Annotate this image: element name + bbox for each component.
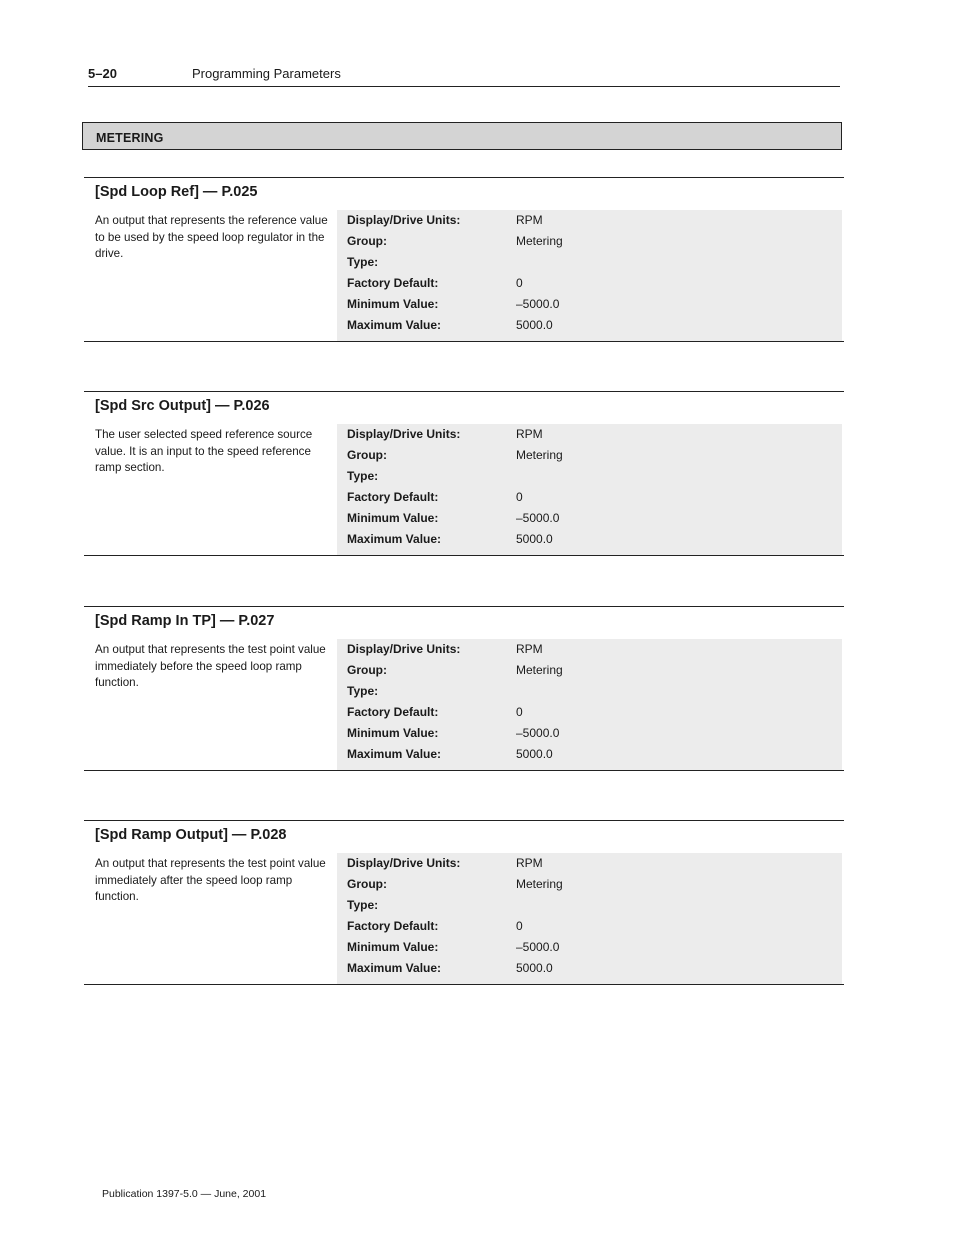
prop-value: 5000.0 — [516, 532, 553, 546]
prop-value: –5000.0 — [516, 726, 560, 740]
prop-row-units — [337, 639, 842, 659]
prop-value: –5000.0 — [516, 511, 560, 525]
parameter-properties — [337, 210, 842, 341]
prop-label: Minimum Value: — [347, 726, 439, 740]
prop-value: RPM — [516, 213, 543, 227]
prop-label: Group: — [347, 448, 387, 462]
prop-label: Factory Default: — [347, 705, 439, 719]
prop-value: Metering — [516, 234, 563, 248]
prop-row-default — [337, 487, 842, 507]
parameter-description: An output that represents the test point value immediately before the speed loop ramp function. — [95, 643, 326, 689]
prop-value: 5000.0 — [516, 961, 553, 975]
prop-value: 0 — [516, 276, 523, 290]
prop-label: Factory Default: — [347, 490, 439, 504]
prop-value: Metering — [516, 663, 563, 677]
prop-row-type — [337, 895, 842, 915]
prop-row-max — [337, 529, 842, 549]
prop-value: RPM — [516, 642, 543, 656]
parameter-title: [Spd Ramp In TP] — P.027 — [95, 613, 275, 629]
prop-row-type — [337, 252, 842, 272]
prop-row-group — [337, 874, 842, 894]
prop-row-units — [337, 424, 842, 444]
prop-label: Display/Drive Units: — [347, 213, 461, 227]
prop-label: Factory Default: — [347, 919, 439, 933]
prop-value: Metering — [516, 877, 563, 891]
parameter-block-p026 — [84, 391, 844, 556]
prop-row-default — [337, 916, 842, 936]
prop-row-type — [337, 466, 842, 486]
prop-label: Type: — [347, 469, 379, 483]
prop-row-units — [337, 210, 842, 230]
prop-label: Minimum Value: — [347, 297, 439, 311]
parameter-properties — [337, 639, 842, 770]
prop-label: Maximum Value: — [347, 747, 442, 761]
prop-row-default — [337, 273, 842, 293]
parameter-description: The user selected speed reference source value. It is an input to the speed reference ramp section. — [95, 428, 313, 474]
parameter-block-p028 — [84, 820, 844, 985]
publication-footer: Publication 1397-5.0 — June, 2001 — [102, 1188, 267, 1200]
prop-label: Type: — [347, 255, 379, 269]
prop-row-max — [337, 315, 842, 335]
prop-label: Maximum Value: — [347, 961, 442, 975]
prop-value: RPM — [516, 427, 543, 441]
section-title: Programming Parameters — [192, 66, 341, 81]
prop-label: Display/Drive Units: — [347, 642, 461, 656]
page-header — [88, 64, 840, 87]
prop-label: Factory Default: — [347, 276, 439, 290]
parameter-title: [Spd Loop Ref] — P.025 — [95, 184, 258, 200]
prop-row-min — [337, 723, 842, 743]
page-number: 5–20 — [88, 66, 117, 81]
prop-label: Display/Drive Units: — [347, 856, 461, 870]
prop-label: Type: — [347, 684, 379, 698]
prop-label: Display/Drive Units: — [347, 427, 461, 441]
prop-row-units — [337, 853, 842, 873]
parameter-description: An output that represents the reference value to be used by the speed loop regulator in the drive. — [95, 214, 328, 260]
prop-row-min — [337, 937, 842, 957]
prop-row-group — [337, 660, 842, 680]
prop-value: RPM — [516, 856, 543, 870]
prop-row-max — [337, 958, 842, 978]
section-bar-label: METERING — [96, 131, 164, 145]
prop-value: 5000.0 — [516, 318, 553, 332]
prop-value: Metering — [516, 448, 563, 462]
prop-label: Maximum Value: — [347, 532, 442, 546]
metering-section-bar — [82, 122, 842, 150]
parameter-properties — [337, 853, 842, 984]
prop-label: Maximum Value: — [347, 318, 442, 332]
prop-label: Group: — [347, 877, 387, 891]
prop-label: Minimum Value: — [347, 511, 439, 525]
prop-value: 0 — [516, 919, 523, 933]
prop-label: Type: — [347, 898, 379, 912]
prop-label: Group: — [347, 663, 387, 677]
prop-value: 0 — [516, 490, 523, 504]
prop-row-group — [337, 231, 842, 251]
prop-row-group — [337, 445, 842, 465]
parameter-title: [Spd Ramp Output] — P.028 — [95, 827, 287, 843]
parameter-title: [Spd Src Output] — P.026 — [95, 398, 270, 414]
prop-row-max — [337, 744, 842, 764]
prop-value: –5000.0 — [516, 940, 560, 954]
parameter-block-p025 — [84, 177, 844, 342]
parameter-block-p027 — [84, 606, 844, 771]
prop-label: Minimum Value: — [347, 940, 439, 954]
prop-value: 0 — [516, 705, 523, 719]
prop-row-min — [337, 294, 842, 314]
prop-row-type — [337, 681, 842, 701]
prop-label: Group: — [347, 234, 387, 248]
prop-row-default — [337, 702, 842, 722]
prop-row-min — [337, 508, 842, 528]
parameter-properties — [337, 424, 842, 555]
parameter-description: An output that represents the test point value immediately after the speed loop ramp function. — [95, 857, 326, 903]
prop-value: 5000.0 — [516, 747, 553, 761]
prop-value: –5000.0 — [516, 297, 560, 311]
